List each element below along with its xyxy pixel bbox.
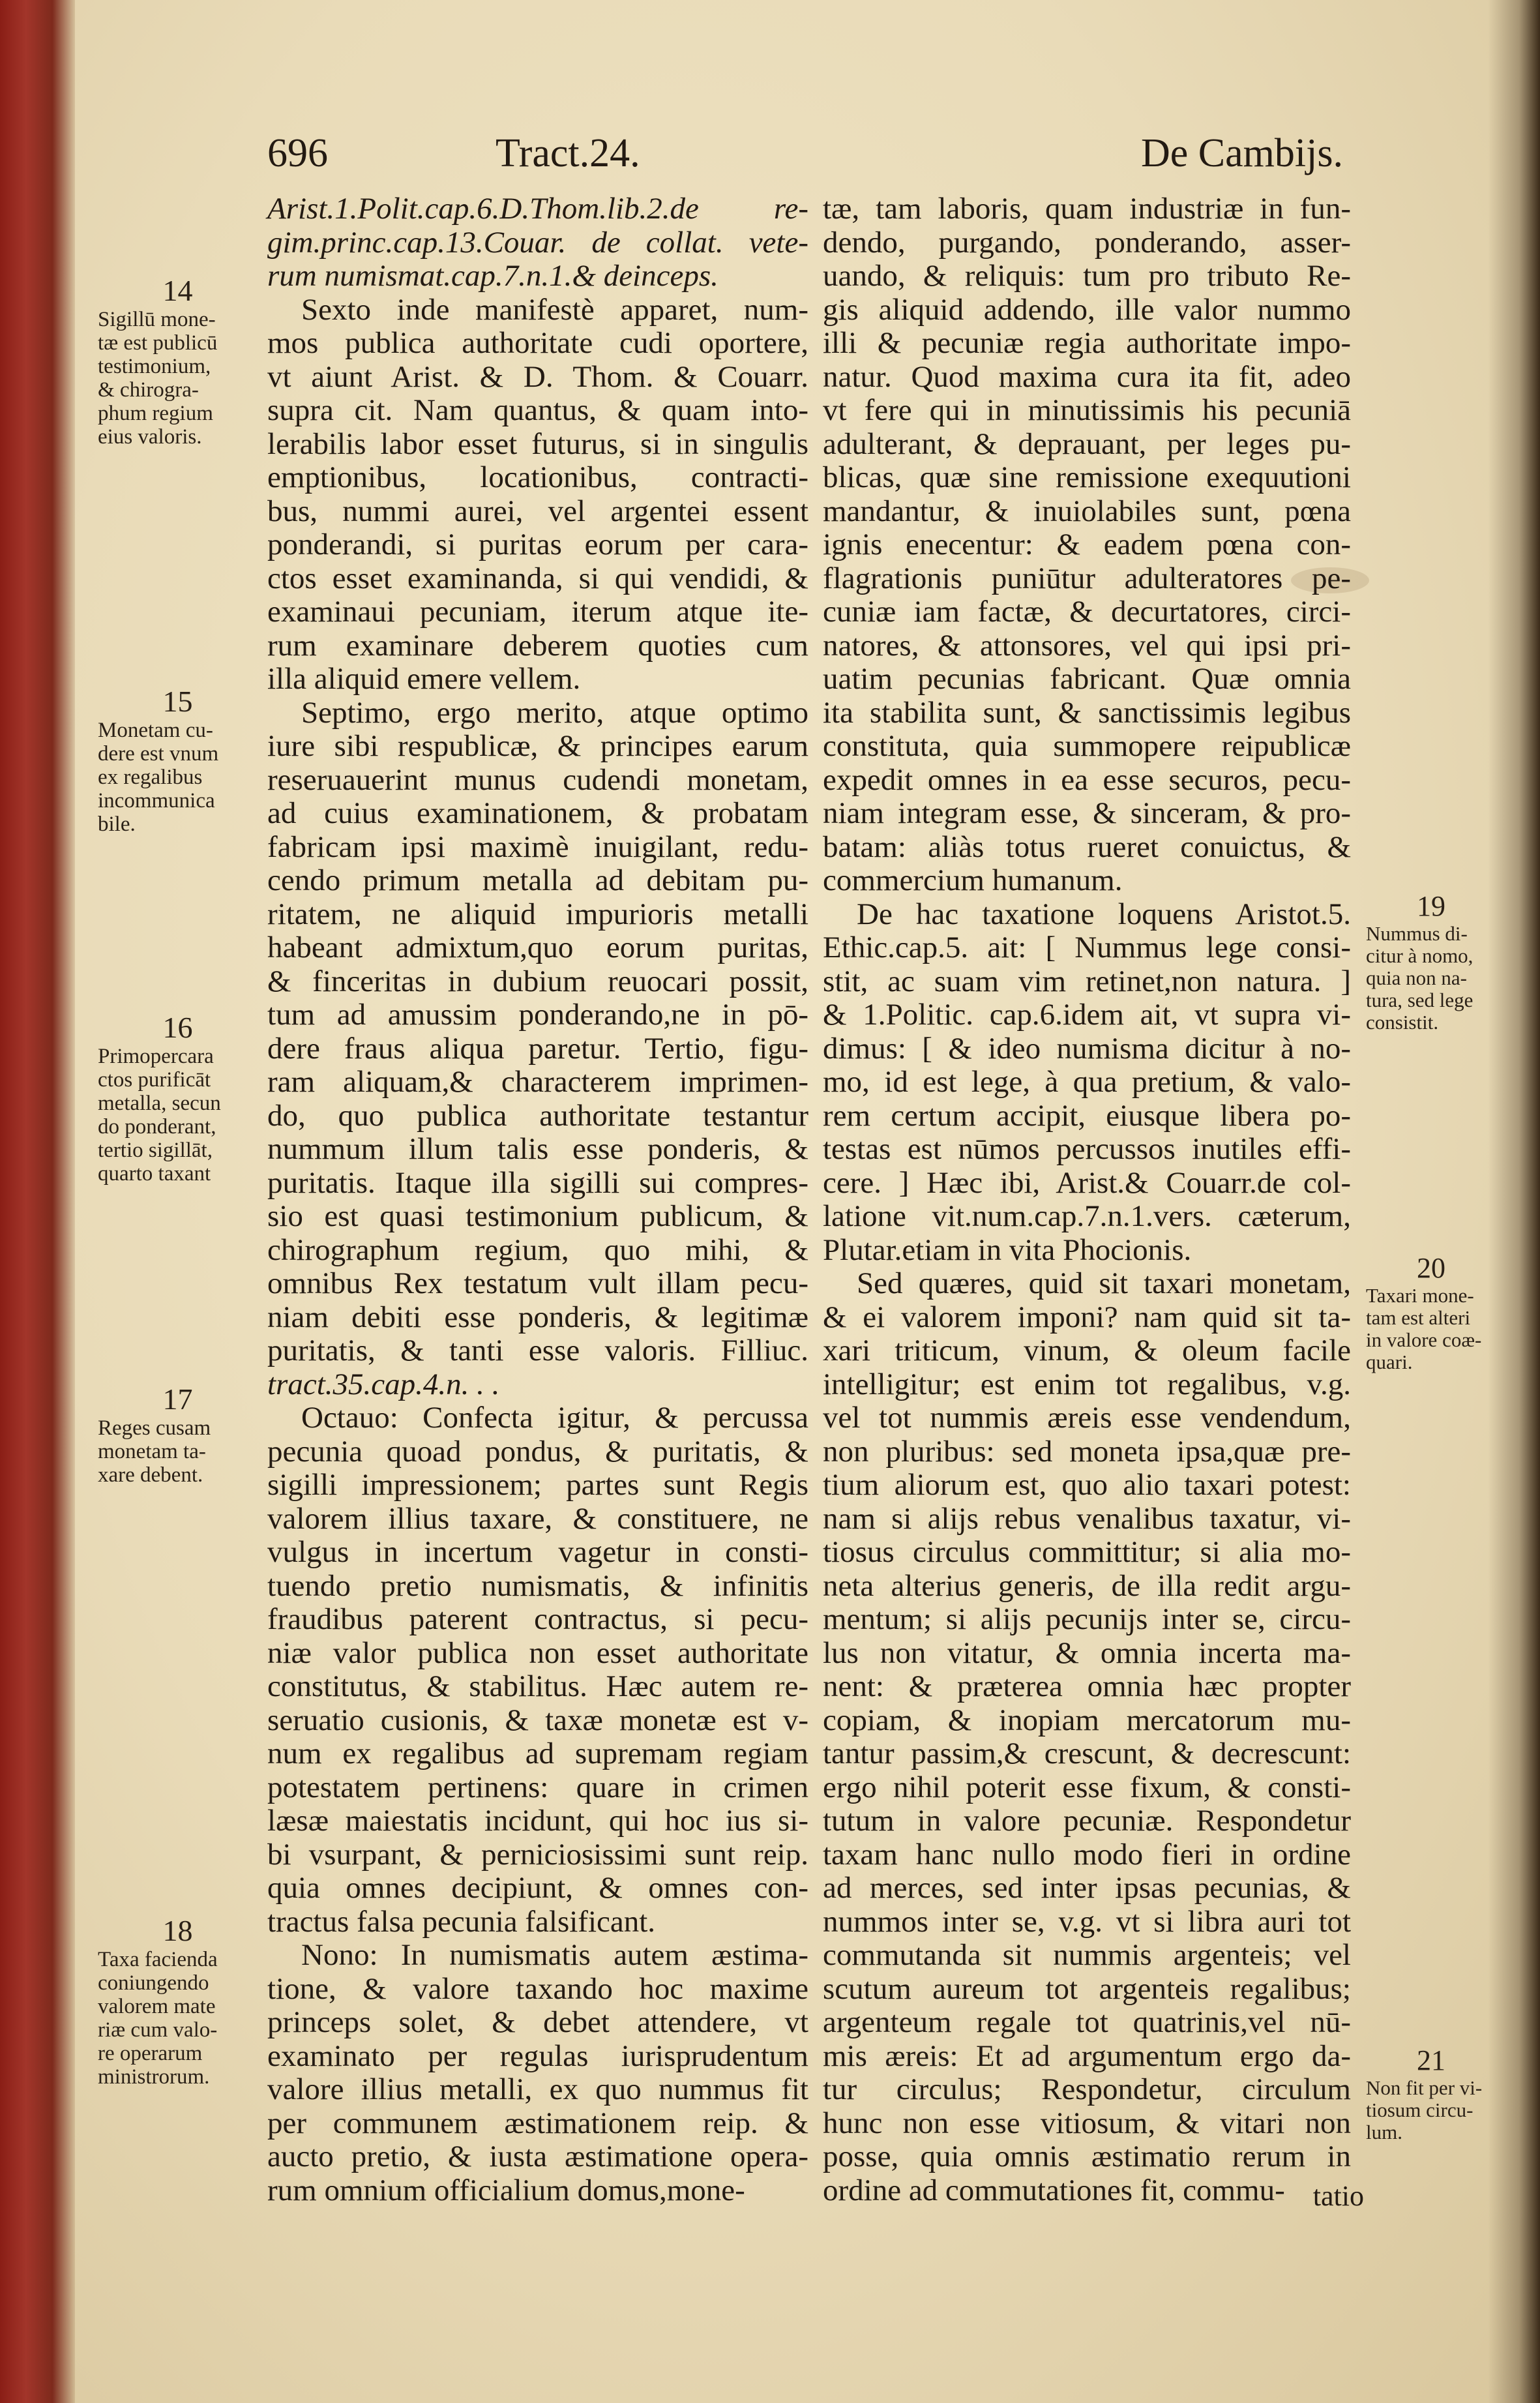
marginal-note-line: Non fit per vi-	[1366, 2076, 1483, 2099]
marginal-note-line: metalla, secun	[98, 1092, 221, 1115]
marginal-note-line: quia non na-	[1366, 966, 1467, 989]
marginal-note-number: 14	[162, 274, 193, 307]
marginal-note-line: phum regium	[98, 402, 213, 425]
text-line: expedit omnes in ea esse securos, pecu-	[823, 762, 1351, 797]
text-line: bus, nummi aurei, vel argentei essent	[267, 494, 808, 528]
text-line: potestatem pertinens: quare in crimen	[267, 1770, 808, 1804]
text-line: ponderandi, si puritas eorum per cara-	[267, 528, 808, 561]
marginal-note-line: in valore coæ-	[1366, 1328, 1482, 1351]
marginal-note-line: do ponderant,	[98, 1115, 216, 1139]
text-line: vt aiunt Arist. & D. Thom. & Couarr.	[267, 359, 808, 394]
text-line: num ex regalibus ad supremam regiam	[267, 1737, 808, 1770]
text-line: blicas, quæ sine remissione exequutioni	[823, 460, 1351, 494]
marginal-note-line: valorem mate	[98, 1995, 216, 2018]
text-line: rem certum accipit, eiusque libera po-	[823, 1098, 1351, 1133]
text-line: quia omnes decipiunt, & omnes con-	[267, 1871, 808, 1905]
text-line: ram aliquam,& characterem imprimen-	[267, 1065, 808, 1099]
text-line: Sexto inde manifestè apparet, num-	[301, 292, 808, 327]
marginal-note-line: bile.	[98, 813, 136, 836]
marginal-note-line: tertio sigillāt,	[98, 1139, 213, 1162]
text-line: rum numismat.cap.7.n.1.& deinceps.	[267, 259, 718, 293]
marginal-note-number: 19	[1417, 890, 1445, 922]
text-line: mos publica authoritate cudi oportere,	[267, 326, 808, 360]
text-line: cuniæ iam factæ, & decurtatores, circi-	[823, 595, 1351, 629]
text-line: læsæ maiestatis incidunt, qui hoc ius si-	[267, 1804, 808, 1838]
text-line: tractus falsa pecunia falsificant.	[267, 1904, 656, 1939]
text-line: do, quo publica authoritate testantur	[267, 1098, 808, 1133]
text-line: supra cit. Nam quantus, & quam into-	[267, 393, 808, 427]
text-line: ergo nihil poterit esse fixum, & consti-	[823, 1770, 1351, 1804]
marginal-note-line: Sigillū mone-	[98, 308, 216, 331]
text-line: tantur passim,& crescunt, & decrescunt:	[823, 1737, 1351, 1770]
marginal-note	[1366, 890, 1496, 1034]
text-line: cendo primum metalla ad debitam pu-	[267, 863, 808, 897]
page-number: 696	[267, 131, 328, 175]
text-line: nummos inter se, v.g. vt si libra auri tot	[823, 1904, 1351, 1939]
text-line: & 1.Politic. cap.6.idem ait, vt supra vi-	[823, 998, 1351, 1032]
marginal-note-line: re operarum	[98, 2042, 203, 2065]
text-line: reseruauerint munus cudendi monetam,	[267, 762, 808, 797]
text-line: tium aliorum est, quo alio taxari potest:	[823, 1468, 1351, 1502]
text-line: taxam hanc nullo modo fieri in ordine	[823, 1837, 1351, 1872]
marginal-note-line: Taxari mone-	[1366, 1284, 1474, 1307]
text-line: ad merces, sed inter ipsas pecunias, &	[823, 1871, 1351, 1905]
marginal-note-line: Taxa facienda	[98, 1948, 218, 1971]
text-line: puritatis. Itaque illa sigilli sui compres-	[267, 1165, 808, 1200]
right-text-column	[823, 192, 1351, 2207]
text-line: niam debiti esse ponderis, & legitimæ	[267, 1300, 808, 1334]
text-line: dendo, purgando, ponderando, asser-	[823, 225, 1351, 260]
text-line: ritatem, ne aliquid impurioris metalli	[267, 897, 808, 931]
marginal-note-line: tura, sed lege	[1366, 989, 1473, 1011]
text-line: uatim pecunias fabricant. Quæ omnia	[823, 662, 1351, 696]
text-line: natores, & attonsores, vel qui ipsi pri-	[823, 628, 1351, 663]
catchword: tatio	[1312, 2180, 1364, 2212]
running-header	[267, 127, 1363, 192]
text-line: tur circulus; Respondetur, circulum	[823, 2072, 1351, 2106]
text-line: Octauo: Confecta igitur, & percussa	[301, 1401, 808, 1435]
marginal-note-line: eius valoris.	[98, 425, 202, 449]
text-line: commutanda sit nummis argenteis; vel	[823, 1938, 1351, 1972]
marginal-note	[1366, 2044, 1496, 2143]
text-line: seruatio cusionis, & taxæ monetæ est v-	[267, 1703, 808, 1737]
text-line: tract.35.cap.4.n. . .	[267, 1367, 500, 1401]
marginal-note-number: 16	[162, 1011, 193, 1044]
text-line: ad cuius examinationem, & probatam	[267, 796, 808, 830]
marginal-note	[1366, 1252, 1496, 1373]
text-line: intelligitur; est enim tot regalibus, v.g.	[823, 1367, 1351, 1401]
text-line: Septimo, ergo merito, atque optimo	[301, 695, 808, 730]
marginal-note-line: riæ cum valo-	[98, 2018, 218, 2042]
marginal-note-number: 17	[162, 1382, 193, 1416]
text-line: flagrationis puniūtur adulteratores pe-	[823, 561, 1351, 595]
text-line: examinaui pecuniam, iterum atque ite-	[267, 595, 808, 629]
marginal-note-line: Monetam cu-	[98, 719, 213, 742]
binding-gutter	[1488, 0, 1540, 2403]
text-line: tione, & valore taxando hoc maxime	[267, 1971, 808, 2006]
text-line: Ethic.cap.5. ait: [ Nummus lege consi-	[823, 931, 1351, 964]
marginal-note-line: lum.	[1366, 2121, 1402, 2143]
text-line: rum omnium officialium domus,mone-	[267, 2173, 745, 2207]
text-line: natur. Quod maxima cura ita fit, adeo	[823, 359, 1351, 394]
text-line: niæ valor publica non esset authoritate	[267, 1635, 808, 1670]
text-line: pecunia quoad pondus, & puritatis, &	[267, 1434, 808, 1469]
text-line: chirographum regium, quo mihi, &	[267, 1232, 808, 1267]
marginal-note-line: xare debent.	[98, 1463, 203, 1487]
text-line: uando, & reliquis: tum pro tributo Re-	[823, 259, 1351, 293]
marginal-note	[98, 274, 258, 449]
text-line: puritatis, & tanti esse valoris. Filliuc.	[267, 1334, 808, 1367]
text-line: lerabilis labor esset futurus, si in singulis	[267, 426, 808, 461]
marginal-note-line: quari.	[1366, 1351, 1413, 1373]
text-line: lus non vitatur, & omnia incerta ma-	[823, 1635, 1351, 1670]
text-line: princeps solet, & debet attendere, vt	[267, 2005, 808, 2039]
marginal-note-line: citur à nomo,	[1366, 944, 1473, 967]
left-text-column	[267, 192, 808, 2207]
text-line: constitutus, & stabilitus. Hæc autem re-	[267, 1669, 808, 1703]
text-line: vel tot nummis æreis esse vendendum,	[823, 1401, 1351, 1435]
text-line: tiosus circulus committitur; si alia mo-	[823, 1535, 1351, 1569]
text-line: scutum aureum tot argenteis regalibus;	[823, 1971, 1351, 2006]
text-line: valore illius metalli, ex quo nummus fit	[267, 2072, 808, 2106]
text-line: dere fraus aliqua paretur. Tertio, figu-	[267, 1031, 808, 1066]
text-line: tuendo pretio numismatis, & infinitis	[267, 1568, 808, 1603]
marginal-note	[98, 1914, 258, 2089]
text-line: Nono: In numismatis autem æstima-	[301, 1938, 808, 1972]
text-line: mentum; si alijs pecunijs inter se, circu-	[823, 1602, 1351, 1636]
running-title: Tract.24.	[496, 131, 640, 175]
text-line: gim.princ.cap.13.Couar. de collat. vete-	[267, 225, 808, 260]
text-line: ctos esset examinanda, si qui vendidi, &	[267, 561, 808, 595]
text-line: tæ, tam laboris, quam industriæ in fun-	[823, 192, 1351, 226]
text-line: vt fere qui in minutissimis his pecuniā	[823, 393, 1351, 427]
marginal-note-line: tam est alteri	[1366, 1306, 1471, 1329]
marginal-note-line: incommunica	[98, 789, 215, 813]
red-page-edge	[0, 0, 75, 2403]
marginal-note-line: testimonium,	[98, 355, 211, 378]
text-line: argenteum regale tot quatrinis,vel nū-	[823, 2005, 1351, 2039]
text-line: tutum in valore pecuniæ. Respondetur	[823, 1804, 1351, 1838]
text-line: posse, quia omnis æstimatio rerum in	[823, 2140, 1351, 2173]
text-line: niam integram esse, & sinceram, & pro-	[823, 796, 1351, 830]
marginal-note-line: ministrorum.	[98, 2065, 210, 2089]
text-line: adulterant, & deprauant, per leges pu-	[823, 426, 1351, 461]
text-line: Plutar.etiam in vita Phocionis.	[823, 1232, 1192, 1267]
text-line: xari triticum, vinum, & oleum facile	[823, 1334, 1351, 1367]
text-line: nummum illum talis esse ponderis, &	[267, 1132, 808, 1166]
text-line: ignis enecentur: & eadem pœna con-	[823, 528, 1351, 561]
text-line: mis æreis: Et ad argumentum ergo da-	[823, 2038, 1351, 2073]
marginal-note-number: 21	[1417, 2044, 1445, 2076]
text-line: Arist.1.Polit.cap.6.D.Thom.lib.2.de re-	[267, 192, 808, 226]
marginal-note	[98, 1382, 258, 1487]
text-line: iure sibi respublicæ, & principes earum	[267, 729, 808, 763]
text-line: examinato per regulas iurisprudentum	[267, 2038, 808, 2073]
text-line: illi & pecuniæ regia authoritate impo-	[823, 326, 1351, 360]
running-subject: De Cambijs.	[1141, 131, 1343, 175]
text-line: tum ad amussim ponderando,ne in pō-	[267, 998, 808, 1032]
text-line: fraudibus paterent contractus, si pecu-	[267, 1602, 808, 1636]
marginal-note-line: ctos purificāt	[98, 1068, 211, 1092]
marginal-note-line: quarto taxant	[98, 1162, 211, 1186]
text-line: illa aliquid emere vellem.	[267, 662, 581, 696]
marginal-note-line: consistit.	[1366, 1011, 1439, 1034]
marginal-note-line: ex regalibus	[98, 766, 203, 789]
marginal-note	[98, 1011, 258, 1186]
marginal-note-number: 20	[1417, 1252, 1445, 1284]
text-line: non pluribus: sed moneta ipsa,quæ pre-	[823, 1434, 1351, 1469]
text-line: batam: aliàs totus rueret conuictus, &	[823, 829, 1351, 864]
text-line: vulgus in incertum vagetur in consti-	[267, 1535, 808, 1569]
marginal-note-number: 15	[162, 685, 193, 718]
text-line: sio est quasi testimonium publicum, &	[267, 1199, 808, 1233]
marginal-note-line: Primopercara	[98, 1045, 214, 1068]
text-line: ita stabilita sunt, & sanctissimis legibus	[823, 695, 1351, 730]
marginal-note-line: monetam ta-	[98, 1440, 206, 1463]
text-line: omnibus Rex testatum vult illam pecu-	[267, 1266, 808, 1300]
text-line: bi vsurpant, & perniciosissimi sunt reip.	[267, 1837, 808, 1872]
text-line: & finceritas in dubium reuocari possit,	[267, 964, 808, 998]
marginal-note-line: tiosum circu-	[1366, 2098, 1473, 2121]
text-line: emptionibus, locationibus, contracti-	[267, 460, 808, 494]
text-line: neta alterius generis, de illa redit argu-	[823, 1568, 1351, 1603]
text-line: constituta, quia summopere reipublicæ	[823, 729, 1351, 763]
text-line: fabricam ipsi maximè inuigilant, redu-	[267, 829, 808, 864]
text-line: nent: & præterea omnia hæc propter	[823, 1669, 1351, 1703]
text-line: valorem illius taxare, & constituere, ne	[267, 1501, 808, 1536]
text-line: dimus: [ & ideo numisma dicitur à no-	[823, 1031, 1351, 1066]
text-line: Sed quæres, quid sit taxari monetam,	[857, 1266, 1351, 1300]
marginal-note-line: Nummus di-	[1366, 922, 1468, 945]
text-line: habeant admixtum,quo eorum puritas,	[267, 931, 808, 964]
text-line: cere. ] Hæc ibi, Arist.& Couarr.de col-	[823, 1165, 1351, 1200]
text-line: aucto pretio, & iusta æstimatione opera-	[267, 2140, 808, 2173]
text-line: testas est nūmos percussos inutiles effi-	[823, 1132, 1351, 1166]
text-line: hunc non esse vitiosum, & vitari non	[823, 2106, 1351, 2140]
text-line: stit, ac suam vim retinet,non natura. ]	[823, 964, 1351, 998]
text-line: mandantur, & inuiolabiles sunt, pœna	[823, 494, 1351, 528]
text-line: ordine ad commutationes fit, commu-	[823, 2173, 1285, 2207]
text-line: nam si alijs rebus venalibus taxatur, vi-	[823, 1501, 1351, 1536]
text-line: commercium humanum.	[823, 863, 1123, 897]
marginal-note-line: Reges cusam	[98, 1416, 211, 1440]
marginal-note	[98, 685, 258, 836]
text-line: sigilli impressionem; partes sunt Regis	[267, 1468, 808, 1502]
marginal-note-line: tæ est publicū	[98, 331, 218, 355]
marginal-note-number: 18	[162, 1914, 193, 1947]
text-line: copiam, & inopiam mercatorum mu-	[823, 1703, 1351, 1737]
text-line: latione vit.num.cap.7.n.1.vers. cæterum,	[823, 1199, 1351, 1233]
marginal-note-line: dere est vnum	[98, 742, 219, 766]
text-line: per communem æstimationem reip. &	[267, 2106, 808, 2140]
marginal-note-line: & chirogra-	[98, 378, 199, 402]
text-line: De hac taxatione loquens Aristot.5.	[857, 897, 1351, 931]
text-line: gis aliquid addendo, ille valor nummo	[823, 292, 1351, 327]
text-line: & ei valorem imponi? nam quid sit ta-	[823, 1300, 1351, 1334]
text-line: rum examinare deberem quoties cum	[267, 628, 808, 663]
marginal-note-line: coniungendo	[98, 1971, 209, 1995]
text-line: mo, id est lege, à qua pretium, & valo-	[823, 1065, 1351, 1099]
